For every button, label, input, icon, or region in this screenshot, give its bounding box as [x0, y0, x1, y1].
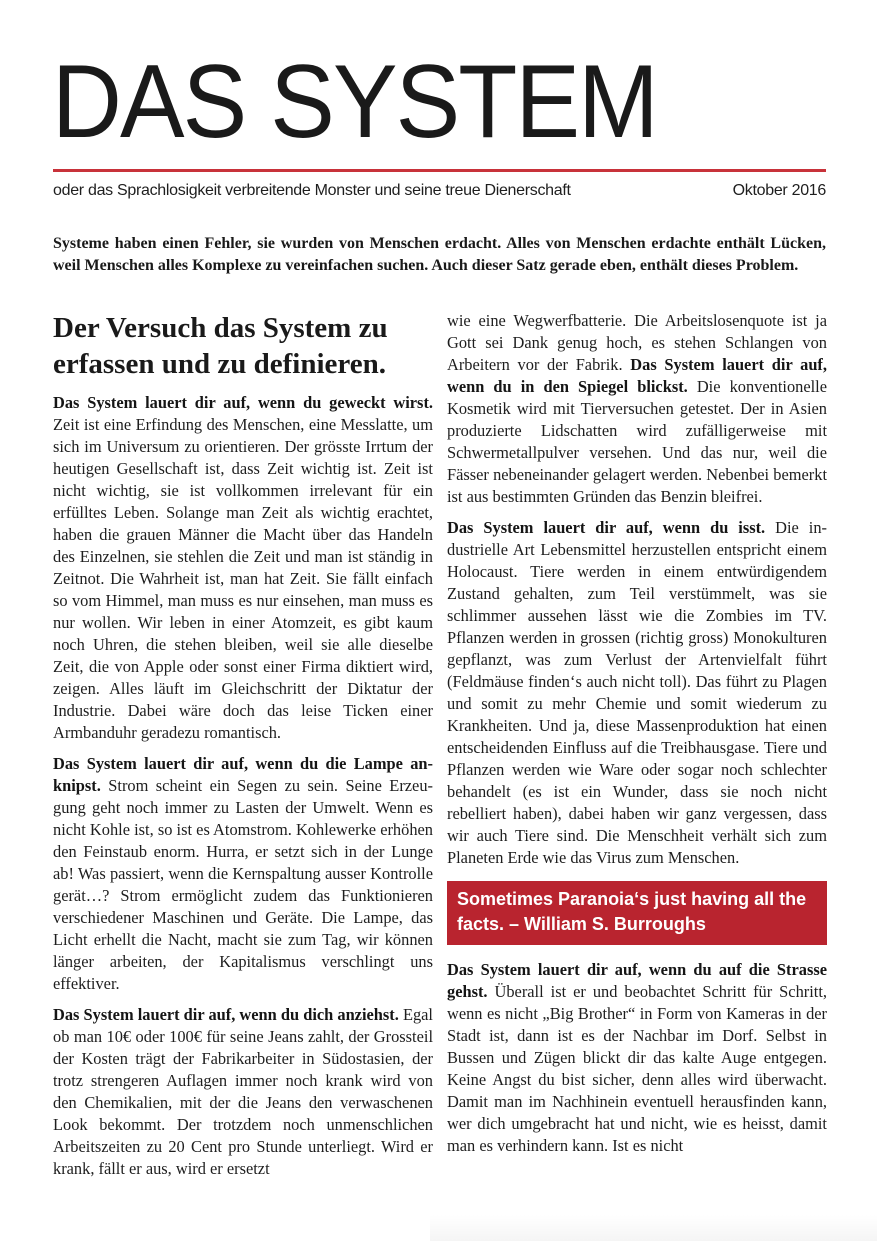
- issue-date: Oktober 2016: [732, 182, 826, 199]
- section-wake: [53, 392, 433, 744]
- section-lamp: [53, 753, 433, 995]
- column-left: [53, 310, 433, 1189]
- section-heading: Das System lauert dir auf, wenn du auf die Strasse gehst.: [447, 960, 827, 1001]
- section-body: Die industrielle Art Lebensmittel herzustellen entspricht einem Holocaust. Tiere werden in einem entwürdigendem Zustand gehalten, zum Teil verstümmelt, was sie schlimmer aussehen lässt wie die Zombies im TV. Pflanzen werden in grossen (richtig gross) Monokulturen gepflanzt, was zum Verlust der Artenvielfalt führt (Feldmäuse finden‘s auch nicht toll). Das führt zu Plagen und somit zu mehr Chemie und somit wiederum zu Krankheiten. Und ja, diese Massenproduktion hat einen entscheidenden Einfluss auf die Treibhausgase. Tiere und Pflanzen werden wie Ware oder sogar noch schlechter behandelt (es ist ein Wunder, dass sie noch nicht rebelliert haben), dabei haben wir ganz vergessen, dass wir auch Tiere sind. Die Menschheit verhält sich zum Planeten Erde wie das Virus zum Menschen.: [447, 518, 827, 867]
- section-dress: [53, 1004, 433, 1180]
- section-street: [447, 959, 827, 1157]
- page-edge-shadow: [430, 1215, 877, 1241]
- section-body: Zeit ist eine Erfindung des Menschen, eine Messlatte, um sich im Universum zu orientieren. Der grösste Irrtum der heutigen Gesellschaft ist, dass Zeit wichtig ist. Zeit ist nicht wichtig, sie ist vollkommen irrelevant für ein erfülltes Leben. Solange man Zeit als wichtig erachtet, haben die grauen Männer die Macht über das Handeln des Einzelnen, sie stehlen die Zeit und man ist ständig in Zeitnot. Die Wahrheit ist, man hat Zeit. Sie fällt einfach so vom Himmel, man muss es nur einsehen, man muss es nur wollen. Wir leben in einer Atomzeit, es gibt kaum noch Uhren, die stehen bleiben, weil sie alle dieselbe Zeit, die von Apple oder sonst einer Firma diktiert wird, zeigen. Alles läuft im Gleichschritt der Diktatur der Industrie. Dabei wäre doch das leise Ticken einer Armbanduhr geradezu romantisch.: [53, 415, 433, 742]
- section-body: Die konventionelle Kosmetik wird mit Tierversuchen getestet. Der in Asien produzierte Lidschatten wird zufälligerweise mit Schwermetallpulver versehen. Und das nur, weil die Fässer nebeneinander gelagert werden. Nebenbei bemerkt ist aus bestimmten Gründen das Benzin bleifrei.: [447, 377, 827, 506]
- section-continuation: wie eine Wegwerfbatterie. Die Arbeitslosenquote ist ja Gott sei Dank genug hoch, es stehen Schlangen von Arbeitern vor der Fabrik.: [447, 311, 827, 374]
- masthead-subline: [53, 180, 826, 202]
- section-body: Überall ist er und beobachtet Schritt für Schritt, wenn es nicht „Big Brother“ in Form von Kameras in der Stadt ist, dann ist es der Nachbar im Dorf. Selbst in Bussen und Zügen blickt dir das kalte Auge entgegen. Keine Angst du bist sicher, denn alles wird überwacht. Damit man im Nachhinein eventuell herausfinden kann, wer dich umgebracht hat und nicht, wie es heisst, damit man es verhindern kann. Ist es nicht: [447, 982, 827, 1155]
- section-heading: Das System lauert dir auf, wenn du isst.: [447, 518, 766, 537]
- section-heading: Das System lauert dir auf, wenn du die Lampe anknipst.: [53, 754, 433, 795]
- section-heading: Das System lauert dir auf, wenn du geweckt wirst.: [53, 393, 433, 412]
- pull-quote: Sometimes Paranoia‘s just having all the facts. – William S. Burroughs: [447, 881, 827, 945]
- section-body: Egal ob man 10€ oder 100€ für seine Jeans zahlt, der Grossteil der Kosten trägt der Fabrikarbeiter in Südostasien, der trotz strengeren Auflagen immer noch krank wird von den Chemikalien, mit der die Jeans den verwaschenen Look bekommt. Der trotzdem noch unmenschlichen Arbeitszeiten zu 20 Cent pro Stunde unterliegt. Wird er krank, fällt er aus, wird er ersetzt: [53, 1005, 433, 1178]
- section-eat: [447, 517, 827, 869]
- column-right: [447, 310, 827, 1166]
- section-heading: Das System lauert dir auf, wenn du in den Spiegel blickst.: [447, 355, 827, 396]
- section-body: Strom scheint ein Segen zu sein. Seine Erzeugung geht noch immer zu Lasten der Umwelt. Wenn es nicht Kohle ist, so ist es Atomstrom. Kohlewerke erhöhen den Feinstaub enorm. Hurra, er setzt sich in der Lunge ab! Was passiert, wenn die Kernspaltung ausser Kontrolle gerät…? Strom ermöglicht zudem das Funktionieren verschiedener Maschinen und Geräte. Die Lampe, das Licht erhellt die Nacht, macht sie zum Tag, wir können länger arbeiten, der Kapitalismus verschlingt uns effektiver.: [53, 776, 433, 993]
- lead-paragraph: Systeme haben einen Fehler, sie wurden von Menschen erdacht. Alles von Menschen erdachte enthält Lücken, weil Menschen alles Komplexe zu vereinfachen suchen. Auch dieser Satz gerade eben, enthält dieses Problem.: [53, 235, 826, 274]
- masthead-rule: [53, 169, 826, 172]
- masthead-title: DAS SYSTEM: [52, 44, 657, 160]
- section-heading: Das System lauert dir auf, wenn du dich anziehst.: [53, 1005, 399, 1024]
- section-dress-continued-and-mirror: [447, 310, 827, 508]
- article-headline: Der Versuch das System zu erfassen und zu definieren.: [53, 312, 388, 380]
- masthead-subtitle: oder das Sprachlosigkeit verbreitende Monster und seine treue Dienerschaft: [53, 182, 571, 199]
